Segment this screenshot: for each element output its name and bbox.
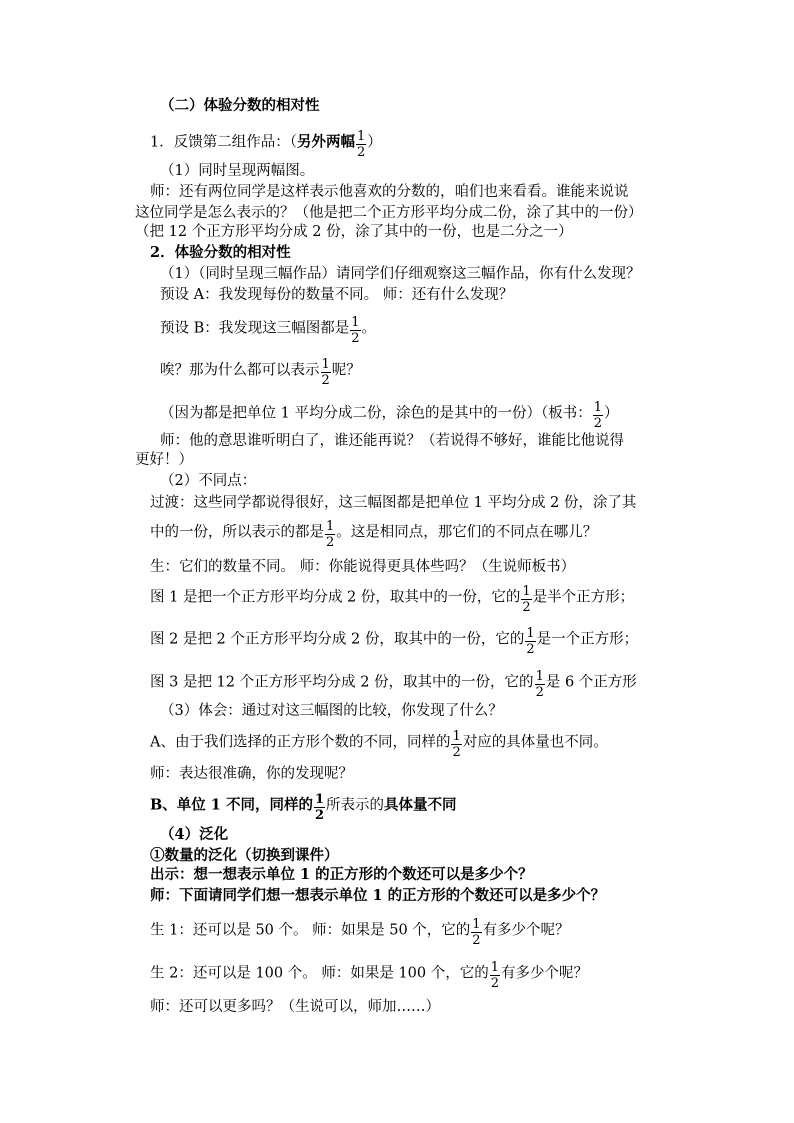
- paragraph-line: 图 3 是把 12 个正方形平均分成 2 份，取其中的一份，它的 $\frac{1}{2}$ 是 6 个正方形: [150, 669, 637, 698]
- paragraph-line: （1）同时呈现两幅图。: [160, 163, 315, 179]
- section-heading: （二）体验分数的相对性: [160, 97, 320, 114]
- paragraph-line: 更好！）: [135, 452, 193, 468]
- paragraph-line: 图 1 是把一个正方形平均分成 2 份，取其中的一份，它的 $\frac{1}{2}$ 是半个正方形；: [150, 584, 635, 613]
- section-heading: （4）泛化: [160, 826, 229, 843]
- fraction: $\frac{1}{2}$: [321, 357, 330, 388]
- fraction: $\frac{1}{2}$: [522, 584, 531, 613]
- paragraph-line: 这位同学是怎么表示的？（他是把二个正方形平均分成二份，涂了其中的一份）: [135, 205, 643, 221]
- paragraph-line: 生 1：还可以是 50 个。 师：如果是 50 个，它的 $\frac{1}{2}$ 有多少个呢？: [150, 917, 570, 948]
- paragraph-line: 预设 B：我发现这三幅图都是 $\frac{1}{2}$ 。: [160, 315, 377, 346]
- paragraph-line: 出示：想一想表示单位 1 的正方形的个数还可以是多少个？: [150, 866, 533, 883]
- fraction: $\frac{1}{2}$: [472, 917, 481, 948]
- fraction: $\frac{1}{2}$: [535, 669, 544, 698]
- paragraph-line: 师：他的意思谁听明白了，谁还能再说？（若说得不够好，谁能比他说得: [160, 433, 624, 449]
- paragraph-line: 师：还可以更多吗？（生说可以，师加……）: [150, 999, 440, 1015]
- fraction: $\frac{1}{2}$: [351, 315, 360, 346]
- paragraph-line: （3）体会：通过对这三幅图的比较，你发现了什么？: [160, 703, 503, 719]
- paragraph-line: 生：它们的数量不同。 师：你能说得更具体些吗？（生说师板书）: [150, 559, 576, 575]
- paragraph-line: A、由于我们选择的正方形个数的不同，同样的 $\frac{1}{2}$ 对应的具体量也不同。: [150, 729, 608, 760]
- paragraph-line: 预设 A：我发现每份的数量不同。 师：还有什么发现？: [160, 287, 514, 303]
- fraction: $\frac{1}{2}$: [314, 792, 324, 823]
- fraction: $\frac{1}{2}$: [356, 129, 366, 160]
- paragraph-line: 师：下面请同学们想一想表示单位 1 的正方形的个数还可以是多少个？: [150, 887, 606, 904]
- section-heading: 2．体验分数的相对性: [150, 244, 291, 261]
- paragraph-line: （因为都是把单位 1 平均分成二份，涂色的是其中的一份）（板书： $\frac{1}{2}$ ）: [160, 400, 619, 431]
- paragraph-line: ①数量的泛化（切换到课件）: [150, 847, 339, 864]
- fraction: $\frac{1}{2}$: [490, 960, 500, 991]
- paragraph-line: （把 12 个正方形平均分成 2 份，涂了其中的一份，也是二分之一）: [135, 224, 573, 240]
- paragraph-line: （1）（同时呈现三幅作品）请同学们仔细观察这三幅作品，你有什么发现？: [160, 266, 641, 282]
- paragraph-line: 师：还有两位同学是这样表示他喜欢的分数的，咱们也来看看。谁能来说说: [150, 184, 629, 200]
- paragraph-line: 过渡：这些同学都说得很好，这三幅图都是把单位 1 平均分成 2 份，涂了其: [150, 495, 637, 511]
- paragraph-line: 1．反馈第二组作品：（另外两幅 $\frac{1}{2}$ ）: [150, 129, 382, 160]
- paragraph-line: B、单位 1 不同，同样的 $\frac{1}{2}$ 所表示的具体量不同: [150, 792, 457, 823]
- paragraph-line: 中的一份，所以表示的都是 $\frac{1}{2}$ 。这是相同点，那它们的不同点在哪儿？: [150, 519, 598, 550]
- paragraph-line: 唉？那为什么都可以表示 $\frac{1}{2}$ 呢？: [160, 357, 361, 388]
- paragraph-line: （2）不同点：: [160, 473, 257, 489]
- paragraph-line: 师：表达很准确，你的发现呢？: [150, 766, 353, 782]
- fraction: $\frac{1}{2}$: [526, 626, 535, 655]
- paragraph-line: 生 2：还可以是 100 个。 师：如果是 100 个，它的 $\frac{1}{2}$ 有多少个呢？: [150, 960, 589, 991]
- fraction: $\frac{1}{2}$: [326, 519, 335, 550]
- fraction: $\frac{1}{2}$: [452, 729, 461, 760]
- paragraph-line: 图 2 是把 2 个正方形平均分成 2 份，取其中的一份，它的 $\frac{1}{2}$ 是一个正方形；: [150, 626, 639, 655]
- fraction: $\frac{1}{2}$: [593, 400, 602, 431]
